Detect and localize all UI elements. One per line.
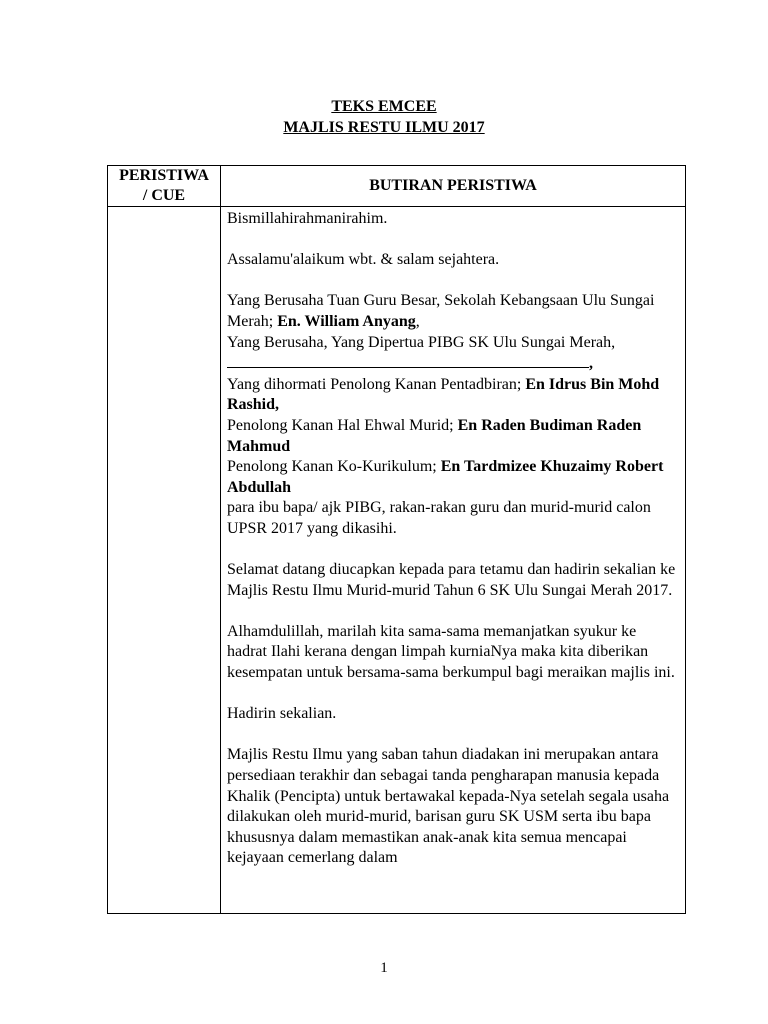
guest-line-punct: , [415,312,420,330]
gratitude-paragraph: Alhamdulillah, marilah kita sama-sama memanjatkan syukur ke hadrat Ilahi kerana dengan limpah kurniaNya maka kita diberikan kesempatan untuk bersama-sama berkumpul bagi meraikan majlis ini. [227,622,675,682]
welcome-paragraph: Selamat datang diucapkan kepada para tetamu dan hadirin sekalian ke Majlis Restu Ilmu Murid-murid Tahun 6 SK Ulu Sungai Merah 2017. [227,561,676,599]
header-cue-line-1: PERISTIWA [119,167,209,184]
guest-line-text: Yang dihormati Penolong Kanan Pentadbiran; [227,375,526,393]
table-row [108,207,686,914]
guest-name: En Raden Budiman Raden Mahmud [227,416,642,455]
document-subtitle: MAJLIS RESTU ILMU 2017 [283,119,485,136]
name-blank-line [227,353,589,368]
document-title: TEKS EMCEE [331,98,437,115]
detail-cell [221,207,686,914]
guest-name: En Idrus Bin Mohd Rashid, [227,375,660,414]
cue-cell [108,207,221,914]
purpose-paragraph: Majlis Restu Ilmu yang saban tahun diadakan ini merupakan antara persediaan terakhir dan sebagai tanda pengharapan manusia kepada Khalik (Pencipta) untuk bertawakal kepada-Nya setelah segala usaha dilakukan oleh murid-murid, barisan guru SK USM serta ibu bapa khususnya dalam memastikan anak-anak kita semua mencapai kejayaan cemerlang dalam [227,746,670,867]
header-detail: BUTIRAN PERISTIWA [221,166,686,207]
guest-name: En Tardmizee Khuzaimy Robert Abdullah [227,458,664,496]
guest-name: En. William Anyang [277,312,416,330]
address-paragraph: Hadirin sekalian. [227,705,337,723]
opening-bismillah: Bismillahirahmanirahim. [227,210,388,227]
table-header-row [108,166,686,207]
guest-line-text: Yang Berusaha Tuan Guru Besar, Sekolah Kebangsaan Ulu Sungai Merah; [227,292,655,330]
page-number: 1 [380,960,388,976]
greeting-salam: Assalamu'alaikum wbt. & salam sejahtera. [227,251,500,269]
emcee-script-table [107,165,686,914]
guest-line-text: Yang Berusaha, Yang Dipertua PIBG SK Ulu Sungai Merah, [227,333,616,351]
guest-line-text: Penolong Kanan Hal Ehwal Murid; [227,416,458,434]
guest-line-text: Penolong Kanan Ko-Kurikulum; [227,458,441,476]
guest-line-punct: , [589,355,593,373]
guest-acknowledgement [227,291,679,539]
header-cue [108,166,221,207]
header-cue-line-2: / CUE [142,187,186,204]
guest-line-text: para ibu bapa/ ajk PIBG, rakan-rakan guru dan murid-murid calon UPSR 2017 yang dikasihi. [227,499,651,537]
